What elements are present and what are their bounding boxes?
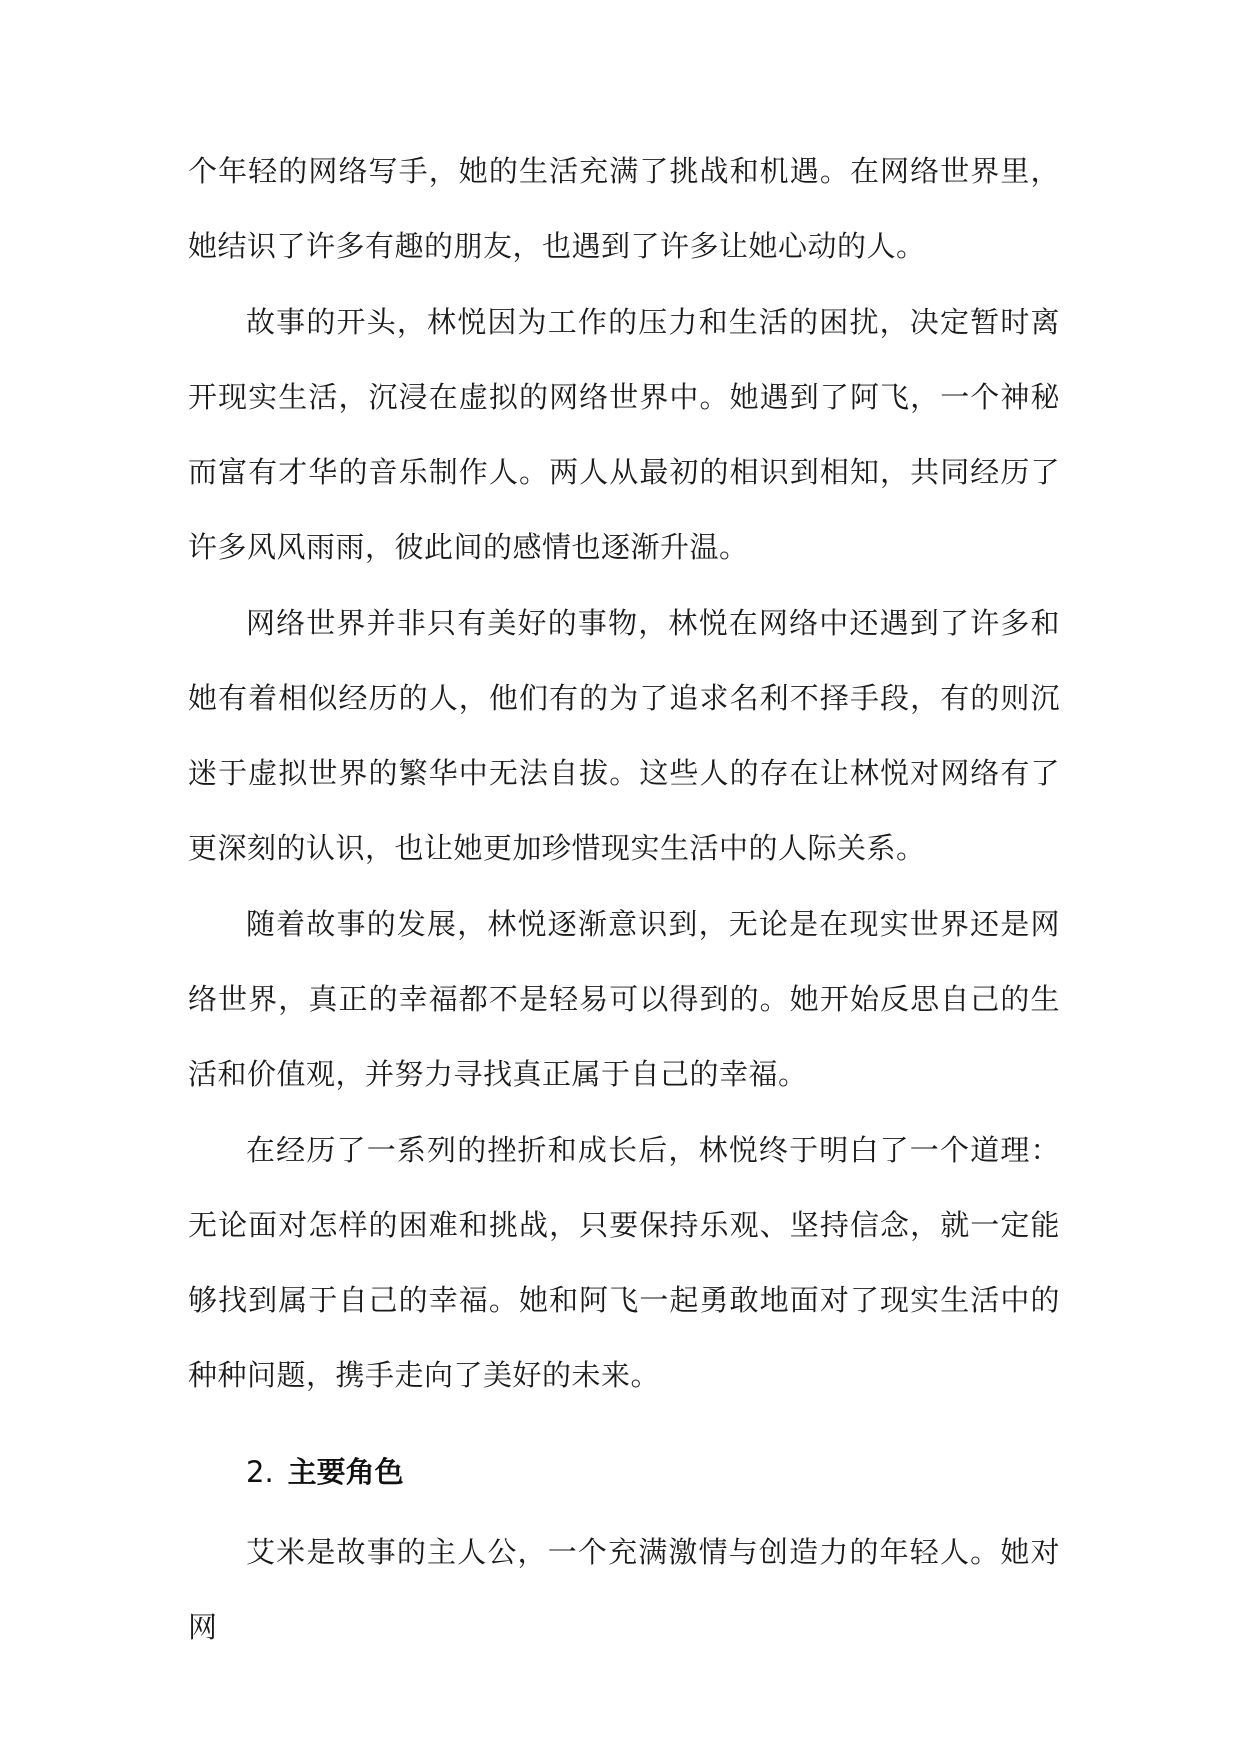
- paragraph-main-character: 艾米是故事的主人公，一个充满激情与创造力的年轻人。她对网: [188, 1535, 1060, 1644]
- paragraph-online-world: 网络世界并非只有美好的事物，林悦在网络中还遇到了许多和她有着相似经历的人，他们有的为了追求名利不择手段，有的则沉迷于虚拟世界的繁华中无法自拔。这些人的存在让林悦对网络有了更深刻的认识，也让她更加珍惜现实生活中的人际关系。: [188, 606, 1060, 865]
- paragraph-story-development: 随着故事的发展，林悦逐渐意识到，无论是在现实世界还是网络世界，真正的幸福都不是轻易可以得到的。她开始反思自己的生活和价值观，并努力寻找真正属于自己的幸福。: [188, 907, 1060, 1091]
- section-heading: [246, 1452, 404, 1492]
- section-title: 主要角色: [287, 1455, 404, 1489]
- section-number: 2.: [246, 1455, 274, 1489]
- paragraph-story-beginning: 故事的开头，林悦因为工作的压力和生活的困扰，决定暂时离开现实生活，沉浸在虚拟的网络世界中。她遇到了阿飞，一个神秘而富有才华的音乐制作人。两人从最初的相识到相知，共同经历了许多风风雨雨，彼此间的感情也逐渐升温。: [188, 305, 1060, 564]
- paragraph-intro-continuation: 个年轻的网络写手，她的生活充满了挑战和机遇。在网络世界里，她结识了许多有趣的朋友，也遇到了许多让她心动的人。: [188, 154, 1060, 263]
- paragraph-story-conclusion: 在经历了一系列的挫折和成长后，林悦终于明白了一个道理：无论面对怎样的困难和挑战，只要保持乐观、坚持信念，就一定能够找到属于自己的幸福。她和阿飞一起勇敢地面对了现实生活中的种种问题，携手走向了美好的未来。: [188, 1133, 1060, 1392]
